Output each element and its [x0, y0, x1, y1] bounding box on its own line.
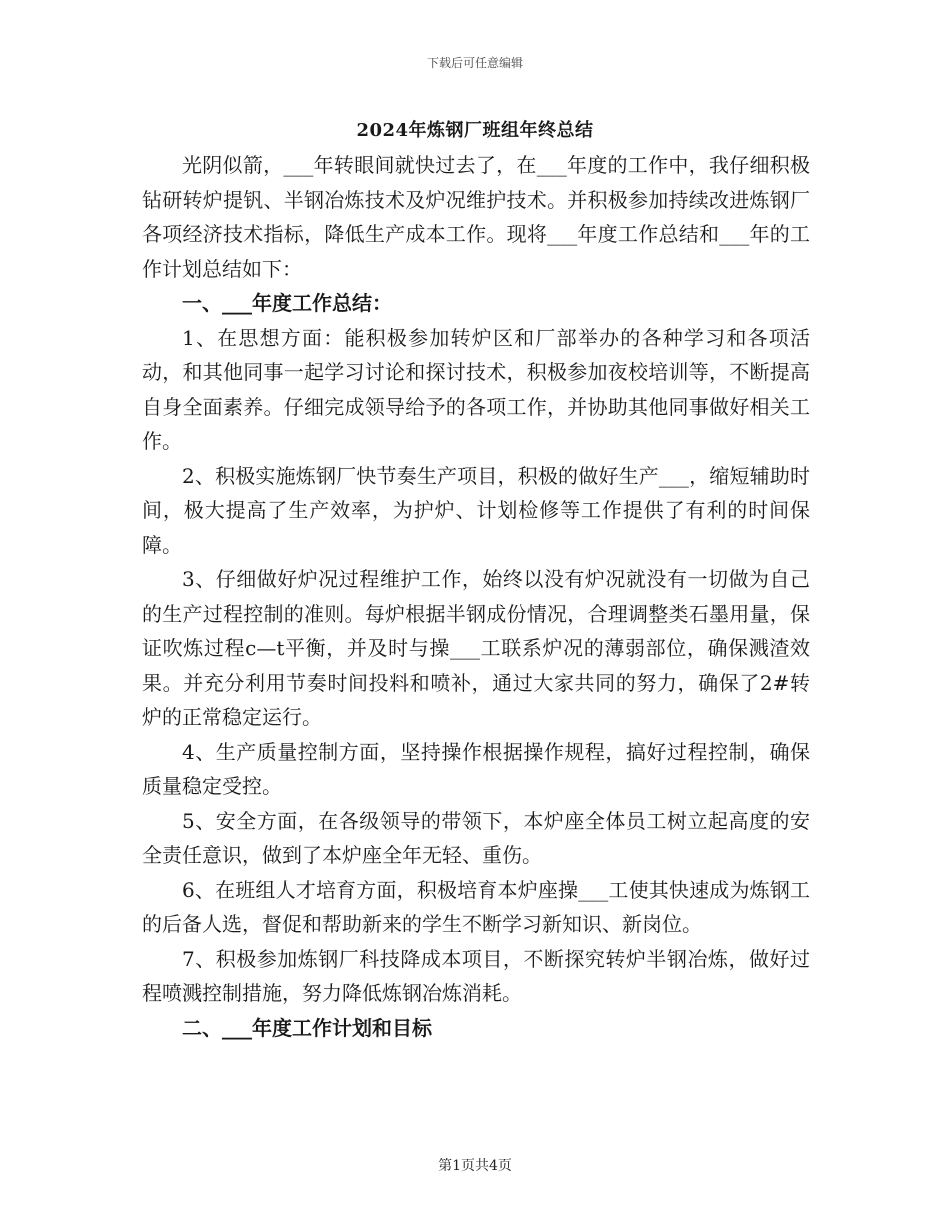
section-1-heading: 一、___年度工作总结：: [182, 291, 392, 315]
header-note: 下载后可任意编辑: [426, 56, 523, 70]
intro-paragraph: 光阴似箭，___年转眼间就快过去了，在___年度的工作中，我仔细积极钻研转炉提钒、半钢冶炼技术及炉况维护技术。并积极参加持续改进炼钢厂各项经济技术指标，降低生产成本工作。现将___年度工作总结和___年的工作计划总结如下：: [142, 153, 810, 281]
list-item: 6、在班组人才培育方面，积极培育本炉座操___工使其快速成为炼钢工的后备人选，督促和帮助新来的学生不断学习新知识、新岗位。: [142, 877, 810, 936]
list-item: 4、生产质量控制方面，坚持操作根据操作规程，搞好过程控制，确保质量稳定受控。: [142, 739, 810, 798]
page-number: 第1页共4页: [438, 1158, 512, 1174]
section-2-heading: 二、___年度工作计划和目标: [182, 1015, 432, 1040]
list-item: 1、在思想方面：能积极参加转炉区和厂部举办的各种学习和各项活动，和其他同事一起学习讨论和探讨技术，积极参加夜校培训等，不断提高自身全面素养。仔细完成领导给予的各项工作，并协助其他同事做好相关工作。: [142, 325, 810, 453]
list-item: 5、安全方面，在各级领导的带领下，本炉座全体员工树立起高度的安全责任意识，做到了本炉座全年无轻、重伤。: [142, 808, 810, 867]
list-item: 2、积极实施炼钢厂快节奏生产项目，积极的做好生产___，缩短辅助时间，极大提高了生产效率，为护炉、计划检修等工作提供了有利的时间保障。: [142, 463, 810, 557]
document-body: [142, 148, 810, 1045]
list-item: 7、积极参加炼钢厂科技降成本项目，不断探究转炉半钢冶炼，做好过程喷溅控制措施，努力降低炼钢冶炼消耗。: [142, 946, 810, 1005]
list-item: 3、仔细做好炉况过程维护工作，始终以没有炉况就没有一切做为自己的生产过程控制的准则。每炉根据半钢成份情况，合理调整类石墨用量，保证吹炼过程c—t平衡，并及时与操___工联系炉况的薄弱部位，确保溅渣效果。并充分利用节奏时间投料和喷补，通过大家共同的努力，确保了2#转炉的正常稳定运行。: [142, 567, 810, 729]
document-title: 2024年炼钢厂班组年终总结: [356, 120, 594, 141]
